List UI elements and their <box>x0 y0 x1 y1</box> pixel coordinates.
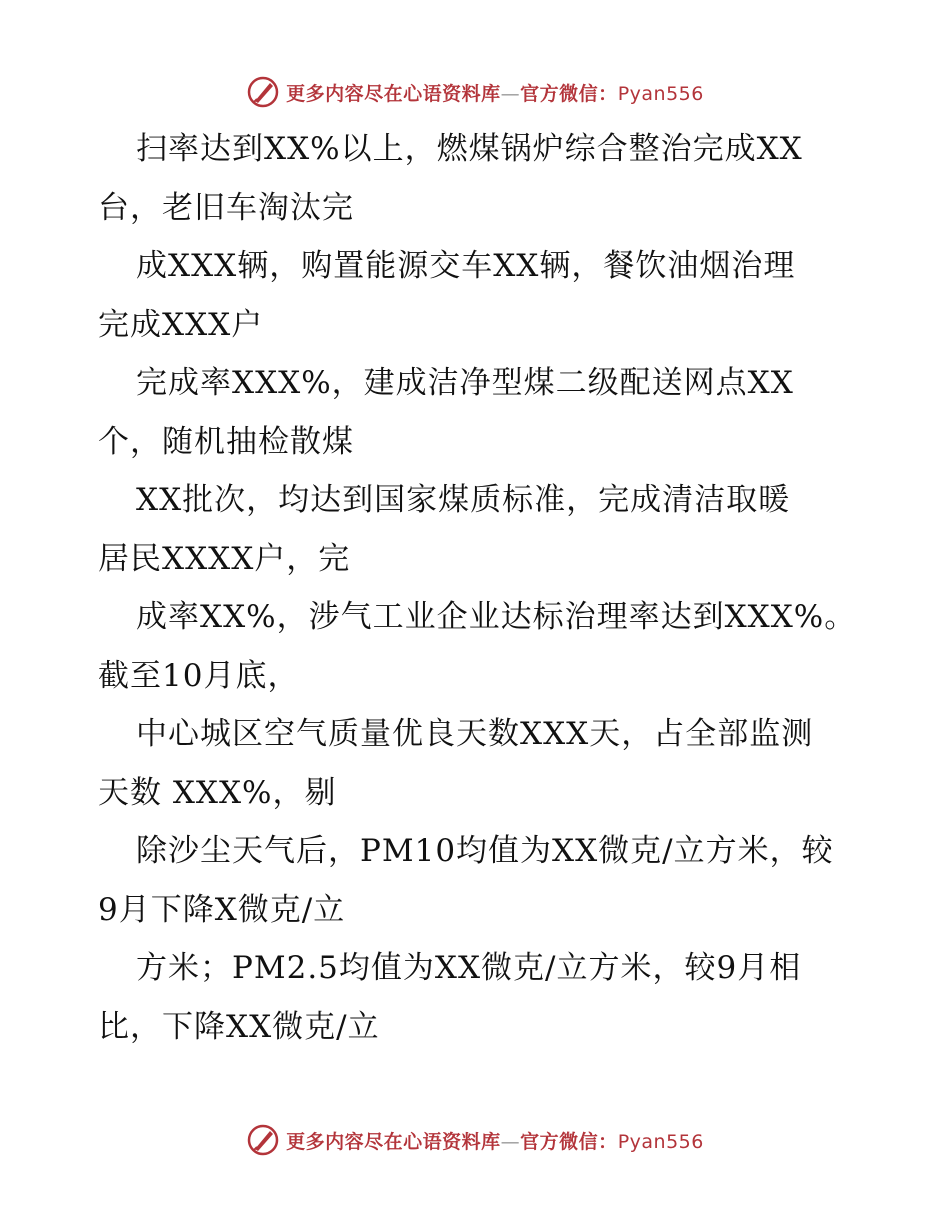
footer-watermark <box>0 1120 950 1160</box>
paragraph-line: 中心城区空气质量优良天数XXX天，占全部监测 <box>136 716 814 752</box>
paragraph-line: 成XXX辆，购置能源交车XX辆，餐饮油烟治理 <box>136 248 796 284</box>
paragraph-line: 个，随机抽检散煤 <box>98 423 354 460</box>
paragraph-line: XX批次，均达到国家煤质标准，完成清洁取暖 <box>136 482 791 518</box>
paragraph-line: 台，老旧车淘汰完 <box>98 189 354 226</box>
paragraph-line: 9月下降X微克/立 <box>98 891 346 928</box>
paragraph-line: 方米；PM2.5均值为XX微克/立方米，较9月相 <box>136 950 802 986</box>
paragraph-line: 完成XXX户 <box>98 306 264 343</box>
header-watermark <box>0 72 950 112</box>
paragraph-line: 完成率XXX%，建成洁净型煤二级配送网点XX <box>136 365 794 401</box>
paragraph-line: 截至10月底， <box>98 657 300 694</box>
paragraph-line: 除沙尘天气后，PM10均值为XX微克/立方米，较 <box>136 833 834 869</box>
feather-pen-circle-icon <box>246 1123 280 1157</box>
watermark-text: 更多内容尽在心语资料库—官方微信：Pyan556 <box>286 1130 704 1153</box>
paragraph-line: 扫率达到XX%以上，燃煤锅炉综合整治完成XX <box>136 131 803 167</box>
paragraph-line: 比，下降XX微克/立 <box>98 1008 380 1045</box>
document-body <box>98 120 878 1056</box>
feather-pen-circle-icon <box>246 75 280 109</box>
paragraph-line: 居民XXXX户，完 <box>98 540 351 577</box>
watermark-text: 更多内容尽在心语资料库—官方微信：Pyan556 <box>286 82 704 105</box>
paragraph-line: 成率XX%，涉气工业企业达标治理率达到XXX%。 <box>136 599 857 635</box>
paragraph-line: 天数 XXX%，剔 <box>98 774 337 811</box>
